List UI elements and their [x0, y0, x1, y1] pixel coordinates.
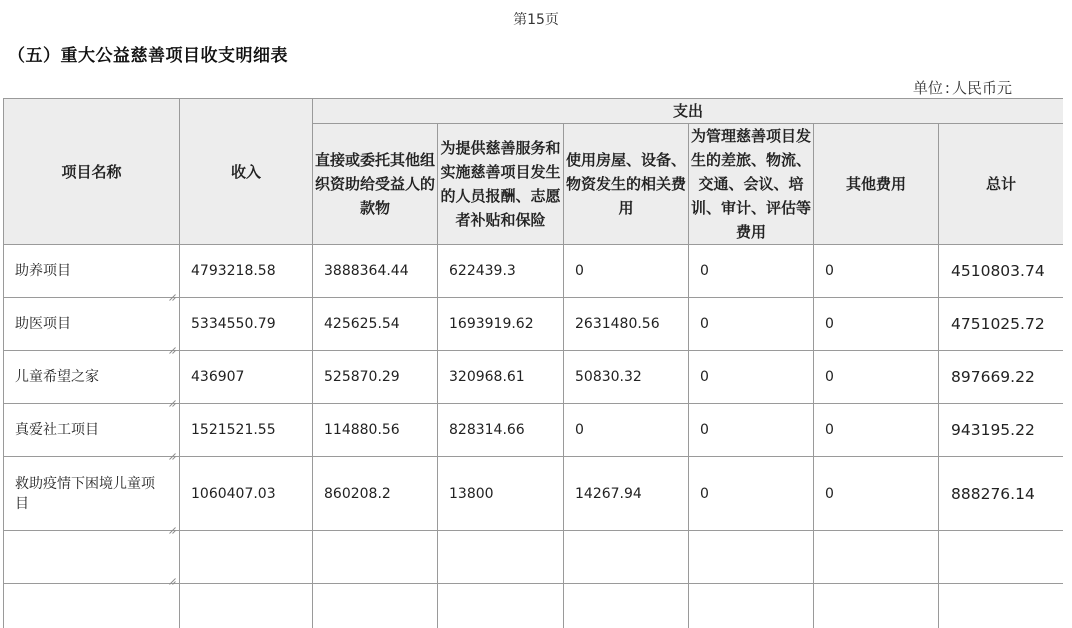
header-staff-cost: 为提供慈善服务和实施慈善项目发生的人员报酬、志愿者补贴和保险 [438, 124, 564, 245]
empty-cell [438, 584, 564, 628]
empty-cell [564, 584, 689, 628]
header-row-1 [4, 99, 1064, 124]
income-cell: 436907 [180, 351, 313, 404]
empty-cell [939, 584, 1064, 628]
facility-cost-cell: 0 [564, 245, 689, 298]
project-name-cell[interactable] [4, 457, 180, 531]
empty-cell [313, 531, 438, 584]
project-income-expense-table [3, 98, 1063, 628]
empty-cell [180, 584, 313, 628]
resize-handle-icon[interactable] [169, 573, 176, 580]
table-container [3, 98, 1063, 628]
total-cell: 888276.14 [939, 457, 1064, 531]
facility-cost-cell: 0 [564, 404, 689, 457]
table-row-empty [4, 531, 1064, 584]
direct-aid-cell: 425625.54 [313, 298, 438, 351]
direct-aid-cell: 114880.56 [313, 404, 438, 457]
income-cell: 4793218.58 [180, 245, 313, 298]
empty-cell [939, 531, 1064, 584]
income-cell: 5334550.79 [180, 298, 313, 351]
resize-handle-icon[interactable] [169, 287, 176, 294]
project-name-cell[interactable] [4, 404, 180, 457]
project-name-text: 助医项目 [15, 316, 71, 332]
resize-handle-icon[interactable] [169, 446, 176, 453]
table-row [4, 245, 1064, 298]
admin-cost-cell: 0 [689, 404, 814, 457]
facility-cost-cell: 50830.32 [564, 351, 689, 404]
empty-cell [689, 584, 814, 628]
staff-cost-cell: 1693919.62 [438, 298, 564, 351]
section-title: （五）重大公益慈善项目收支明细表 [8, 41, 288, 66]
project-name-text: 真爱社工项目 [15, 422, 99, 438]
header-total: 总计 [939, 124, 1064, 245]
project-name-text: 助养项目 [15, 263, 71, 279]
direct-aid-cell: 860208.2 [313, 457, 438, 531]
admin-cost-cell: 0 [689, 245, 814, 298]
facility-cost-cell: 2631480.56 [564, 298, 689, 351]
direct-aid-cell: 525870.29 [313, 351, 438, 404]
other-cost-cell: 0 [814, 245, 939, 298]
project-name-text: 救助疫情下困境儿童项目 [15, 476, 155, 512]
income-cell: 1060407.03 [180, 457, 313, 531]
project-name-cell[interactable] [4, 584, 180, 628]
admin-cost-cell: 0 [689, 298, 814, 351]
empty-cell [814, 584, 939, 628]
table-body [4, 245, 1064, 628]
income-cell: 1521521.55 [180, 404, 313, 457]
facility-cost-cell: 14267.94 [564, 457, 689, 531]
table-row-empty [4, 584, 1064, 628]
empty-cell [313, 584, 438, 628]
empty-cell [814, 531, 939, 584]
project-name-cell[interactable] [4, 298, 180, 351]
admin-cost-cell: 0 [689, 351, 814, 404]
other-cost-cell: 0 [814, 404, 939, 457]
total-cell: 943195.22 [939, 404, 1064, 457]
staff-cost-cell: 13800 [438, 457, 564, 531]
empty-cell [438, 531, 564, 584]
unit-label: 单位 [913, 79, 943, 97]
project-name-cell[interactable] [4, 351, 180, 404]
resize-handle-icon[interactable] [169, 340, 176, 347]
header-admin-cost: 为管理慈善项目发生的差旅、物流、交通、会议、培训、审计、评估等费用 [689, 124, 814, 245]
total-cell: 897669.22 [939, 351, 1064, 404]
table-row [4, 351, 1064, 404]
staff-cost-cell: 320968.61 [438, 351, 564, 404]
header-income: 收入 [180, 99, 313, 245]
other-cost-cell: 0 [814, 457, 939, 531]
table-header [4, 99, 1064, 245]
project-name-cell[interactable] [4, 531, 180, 584]
project-name-cell[interactable] [4, 245, 180, 298]
other-cost-cell: 0 [814, 298, 939, 351]
staff-cost-cell: 828314.66 [438, 404, 564, 457]
table-row [4, 404, 1064, 457]
project-name-text: 儿童希望之家 [15, 369, 99, 385]
direct-aid-cell: 3888364.44 [313, 245, 438, 298]
header-other-cost: 其他费用 [814, 124, 939, 245]
header-expenditure: 支出 [313, 99, 1064, 124]
empty-cell [180, 531, 313, 584]
header-facility-cost: 使用房屋、设备、物资发生的相关费用 [564, 124, 689, 245]
table-row [4, 457, 1064, 531]
page-number: 第15页 [0, 9, 1072, 29]
unit-line [913, 77, 1012, 98]
total-cell: 4751025.72 [939, 298, 1064, 351]
resize-handle-icon[interactable] [169, 520, 176, 527]
header-direct-aid: 直接或委托其他组织资助给受益人的款物 [313, 124, 438, 245]
admin-cost-cell: 0 [689, 457, 814, 531]
resize-handle-icon[interactable] [169, 393, 176, 400]
header-project-name: 项目名称 [4, 99, 180, 245]
staff-cost-cell: 622439.3 [438, 245, 564, 298]
table-row [4, 298, 1064, 351]
total-cell: 4510803.74 [939, 245, 1064, 298]
other-cost-cell: 0 [814, 351, 939, 404]
empty-cell [689, 531, 814, 584]
unit-separator: : [945, 79, 950, 97]
empty-cell [564, 531, 689, 584]
unit-value: 人民币元 [952, 79, 1012, 97]
